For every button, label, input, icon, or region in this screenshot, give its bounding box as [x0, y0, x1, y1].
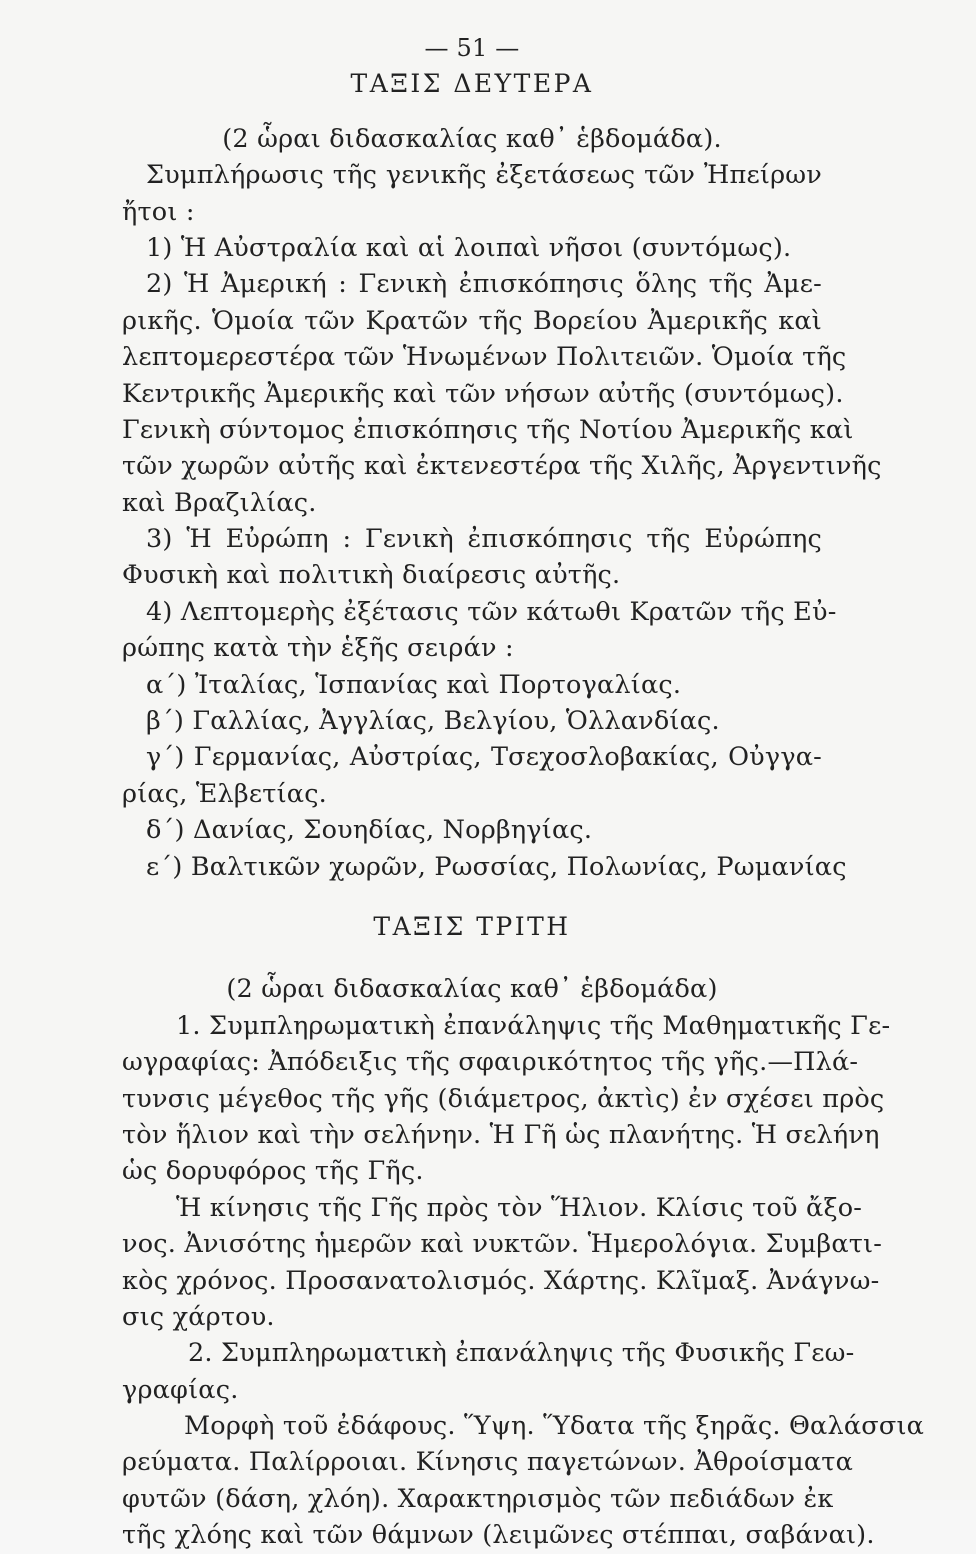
paragraph-line: ρικῆς. Ὁμοία τῶν Κρατῶν τῆς Βορείου Ἀμερικῆς καὶ: [122, 305, 822, 336]
paragraph-line: τῆς χλόης καὶ τῶν θάμνων (λειμῶνες στέππαι, σαβάναι).: [122, 1520, 875, 1551]
paragraph-line: ρώπης κατὰ τὴν ἑξῆς σειράν :: [122, 633, 514, 664]
page-number: — 51 —: [424, 34, 520, 62]
paragraph-line: φυτῶν (δάση, χλόη). Χαρακτηρισμὸς τῶν πεδιάδων ἐκ: [122, 1483, 834, 1514]
sublist-item-delta: δ΄) Δανίας, Σουηδίας, Νορβηγίας.: [146, 815, 593, 846]
text-block: [122, 30, 925, 1554]
section-subtitle-second-class: (2 ὧραι διδασκαλίας καθ᾿ ἑβδομάδα).: [222, 123, 722, 154]
list-item-physical-geography: 2. Συμπληρωματικὴ ἐπανάληψις τῆς Φυσικῆς Γεω-: [188, 1338, 855, 1369]
paragraph-line: Φυσικὴ καὶ πολιτικὴ διαίρεσις αὐτῆς.: [122, 560, 621, 591]
paragraph-line: ἤτοι :: [122, 196, 195, 227]
paragraph-line: ωγραφίας: Ἀπόδειξις τῆς σφαιρικότητος τῆς γῆς.—Πλά-: [122, 1047, 859, 1078]
list-item-mathematical-geography: 1. Συμπληρωματικὴ ἐπανάληψις τῆς Μαθηματικῆς Γε-: [176, 1010, 891, 1041]
paragraph-line: ὡς δορυφόρος τῆς Γῆς.: [122, 1156, 424, 1187]
paragraph-line: κὸς χρόνος. Προσανατολισμός. Χάρτης. Κλῖμαξ. Ἀνάγνω-: [122, 1265, 880, 1296]
paragraph-line: ρίας, Ἑλβετίας.: [122, 778, 327, 809]
paragraph-line: τὸν ἥλιον καὶ τὴν σελήνην. Ἡ Γῆ ὡς πλανήτης. Ἡ σελήνη: [122, 1119, 880, 1150]
section-title-second-class: ΤΑΞΙΣ ΔΕΥΤΕΡΑ: [350, 69, 594, 99]
paragraph-line: γραφίας.: [122, 1374, 239, 1405]
section-title-third-class: ΤΑΞΙΣ ΤΡΙΤΗ: [373, 911, 571, 941]
paragraph-line: Κεντρικῆς Ἀμερικῆς καὶ τῶν νήσων αὐτῆς (συντόμως).: [122, 378, 844, 409]
list-item-europe: 3) Ἡ Εὐρώπη : Γενικὴ ἐπισκόπησις τῆς Εὐρώπης: [146, 524, 822, 555]
sublist-item-beta: β΄) Γαλλίας, Ἀγγλίας, Βελγίου, Ὁλλανδίας.: [146, 706, 720, 737]
section-subtitle-third-class: (2 ὧραι διδασκαλίας καθ᾿ ἑβδομάδα): [226, 974, 718, 1005]
paragraph-line: Μορφὴ τοῦ ἐδάφους. Ὕψη. Ὕδατα τῆς ξηρᾶς. Θαλάσσια: [184, 1411, 925, 1442]
sublist-item-epsilon: ε΄) Βαλτικῶν χωρῶν, Ρωσσίας, Πολωνίας, Ρωμανίας: [146, 851, 847, 882]
paragraph-line: σις χάρτου.: [122, 1301, 275, 1332]
paragraph-line: νος. Ἀνισότης ἡμερῶν καὶ νυκτῶν. Ἡμερολόγια. Συμβατι-: [122, 1229, 883, 1260]
paragraph-line: ρεύματα. Παλίρροιαι. Κίνησις παγετώνων. Ἀθροίσματα: [122, 1447, 854, 1478]
list-item-australia: 1) Ἡ Αὐστραλία καὶ αἱ λοιπαὶ νῆσοι (συντόμως).: [146, 232, 792, 263]
paragraph-line: τυνσις μέγεθος τῆς γῆς (διάμετρος, ἀκτὶς) ἐν σχέσει πρὸς: [122, 1083, 885, 1114]
paragraph-line: καὶ Βραζιλίας.: [122, 487, 317, 518]
sublist-item-gamma: γ΄) Γερμανίας, Αὐστρίας, Τσεχοσλοβακίας, Οὐγγα-: [146, 742, 822, 773]
paragraph-line: τῶν χωρῶν αὐτῆς καὶ ἐκτενεστέρα τῆς Χιλῆς, Ἀργεντινῆς: [122, 451, 882, 482]
list-item-detailed-study: 4) Λεπτομερὴς ἐξέτασις τῶν κάτωθι Κρατῶν τῆς Εὐ-: [146, 596, 837, 627]
sublist-item-alpha: α΄) Ἰταλίας, Ἱσπανίας καὶ Πορτογαλίας.: [146, 669, 682, 700]
paragraph-line: Γενικὴ σύντομος ἐπισκόπησις τῆς Νοτίου Ἀμερικῆς καὶ: [122, 414, 854, 445]
list-item-america: 2) Ἡ Ἀμερική : Γενικὴ ἐπισκόπησις ὅλης τῆς Ἀμε-: [146, 269, 822, 300]
paragraph-line: Συμπλήρωσις τῆς γενικῆς ἐξετάσεως τῶν Ἠπείρων: [146, 160, 822, 191]
paragraph-line: λεπτομερεστέρα τῶν Ἡνωμένων Πολιτειῶν. Ὁμοία τῆς: [122, 342, 847, 373]
paragraph-line: Ἡ κίνησις τῆς Γῆς πρὸς τὸν Ἥλιον. Κλίσις τοῦ ἄξο-: [176, 1192, 863, 1223]
